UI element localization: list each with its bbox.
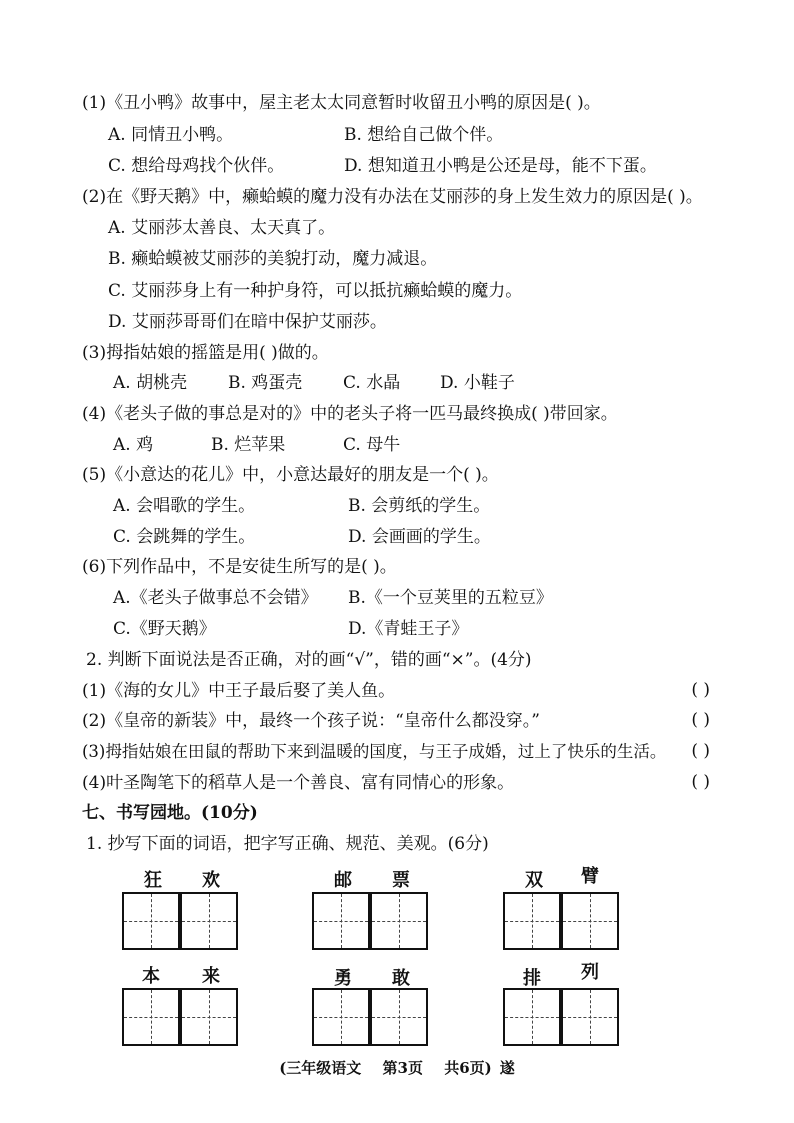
- writing-cell[interactable]: [561, 892, 619, 950]
- mcq-6-option-a: A.《老头子做事总不会错》: [113, 588, 318, 608]
- writing-cell[interactable]: [180, 988, 238, 1046]
- word-3-char-2: 臂: [581, 866, 599, 887]
- mcq-3-stem: (3)拇指姑娘的摇篮是用( )做的。: [82, 343, 329, 363]
- mcq-5-option-d: D. 会画画的学生。: [348, 527, 491, 547]
- mcq-2-stem: (2)在《野天鹅》中，癞蛤蟆的魔力没有办法在艾丽莎的身上发生效力的原因是( )。: [82, 187, 703, 207]
- mcq-4-option-b: B. 烂苹果: [211, 435, 286, 455]
- word-5-char-1: 勇: [334, 968, 352, 989]
- mcq-3-option-d: D. 小鞋子: [440, 373, 515, 393]
- mcq-5-option-c: C. 会跳舞的学生。: [113, 527, 256, 547]
- mcq-5-option-a: A. 会唱歌的学生。: [113, 496, 256, 516]
- mcq-6-stem: (6)下列作品中，不是安徒生所写的是( )。: [82, 557, 397, 577]
- footer-grade: (三年级语文: [279, 1059, 362, 1077]
- mcq-6-option-d: D.《青蛙王子》: [348, 619, 469, 639]
- word-3-char-1: 双: [525, 870, 543, 891]
- word-4-char-2: 来: [202, 966, 220, 987]
- word-1-char-2: 欢: [202, 870, 220, 891]
- word-2-char-1: 邮: [334, 870, 352, 891]
- section-7-title: 七、书写园地。(10分): [82, 803, 258, 823]
- mcq-2-option-c: C. 艾丽莎身上有一种护身符，可以抵抗癞蛤蟆的魔力。: [108, 281, 523, 301]
- mcq-2-option-b: B. 癞蛤蟆被艾丽莎的美貌打动，魔力减退。: [108, 249, 438, 269]
- writing-cell[interactable]: [312, 988, 370, 1046]
- judge-item-1: (1)《海的女儿》中王子最后娶了美人鱼。: [82, 681, 396, 701]
- writing-cell[interactable]: [370, 988, 428, 1046]
- mcq-6-option-b: B.《一个豆荚里的五粒豆》: [348, 588, 553, 608]
- judge-title: 2. 判断下面说法是否正确，对的画“√”，错的画“×”。(4分): [86, 650, 532, 670]
- mcq-3-option-c: C. 水晶: [343, 373, 401, 393]
- word-1-char-1: 狂: [144, 870, 162, 891]
- mcq-2-option-d: D. 艾丽莎哥哥们在暗中保护艾丽莎。: [108, 312, 387, 332]
- footer-mark: 遂: [499, 1059, 515, 1077]
- mcq-3-option-b: B. 鸡蛋壳: [228, 373, 303, 393]
- writing-cell[interactable]: [122, 892, 180, 950]
- mcq-4-option-c: C. 母牛: [343, 435, 401, 455]
- section-7-subtitle: 1. 抄写下面的词语，把字写正确、规范、美观。(6分): [86, 834, 489, 854]
- mcq-5-stem: (5)《小意达的花儿》中，小意达最好的朋友是一个( )。: [82, 465, 499, 485]
- judge-answer-3[interactable]: ( ): [691, 741, 710, 761]
- mcq-1-stem: (1)《丑小鸭》故事中，屋主老太太同意暂时收留丑小鸭的原因是( )。: [82, 93, 601, 113]
- mcq-6-option-c: C.《野天鹅》: [113, 619, 216, 639]
- footer-page: 第3页: [382, 1059, 423, 1077]
- judge-item-4: (4)叶圣陶笔下的稻草人是一个善良、富有同情心的形象。: [82, 773, 515, 793]
- word-6-char-2: 列: [581, 962, 599, 983]
- mcq-5-option-b: B. 会剪纸的学生。: [348, 496, 491, 516]
- mcq-3-option-a: A. 胡桃壳: [113, 373, 188, 393]
- mcq-1-option-c: C. 想给母鸡找个伙伴。: [108, 156, 285, 176]
- mcq-1-option-d: D. 想知道丑小鸭是公还是母，能不下蛋。: [344, 156, 657, 176]
- writing-cell[interactable]: [122, 988, 180, 1046]
- writing-cell[interactable]: [370, 892, 428, 950]
- judge-answer-1[interactable]: ( ): [691, 680, 710, 700]
- writing-cell[interactable]: [180, 892, 238, 950]
- writing-cell[interactable]: [503, 892, 561, 950]
- writing-cell[interactable]: [312, 892, 370, 950]
- mcq-4-option-a: A. 鸡: [113, 435, 154, 455]
- judge-answer-2[interactable]: ( ): [691, 710, 710, 730]
- mcq-2-option-a: A. 艾丽莎太善良、太天真了。: [108, 218, 336, 238]
- writing-cell[interactable]: [561, 988, 619, 1046]
- writing-cell[interactable]: [503, 988, 561, 1046]
- footer-total: 共6页): [444, 1059, 492, 1077]
- mcq-1-option-a: A. 同情丑小鸭。: [108, 125, 234, 145]
- word-4-char-1: 本: [142, 966, 160, 987]
- word-2-char-2: 票: [392, 870, 410, 891]
- word-6-char-1: 排: [523, 968, 541, 989]
- word-5-char-2: 敢: [392, 968, 410, 989]
- judge-answer-4[interactable]: ( ): [691, 772, 710, 792]
- page-footer: [0, 1057, 794, 1078]
- mcq-1-option-b: B. 想给自己做个伴。: [344, 125, 504, 145]
- judge-item-3: (3)拇指姑娘在田鼠的帮助下来到温暖的国度，与王子成婚，过上了快乐的生活。: [82, 742, 667, 761]
- judge-item-2: (2)《皇帝的新装》中，最终一个孩子说：“皇帝什么都没穿。”: [82, 711, 540, 731]
- mcq-4-stem: (4)《老头子做的事总是对的》中的老头子将一匹马最终换成( )带回家。: [82, 404, 618, 424]
